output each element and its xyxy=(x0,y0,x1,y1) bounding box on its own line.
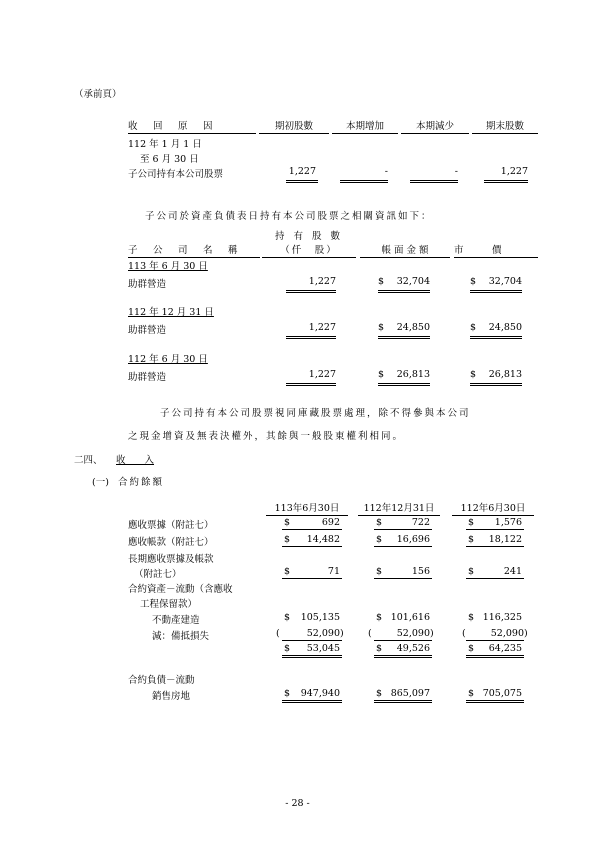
t3-cell: 116,325 xyxy=(482,612,522,623)
paragraph-line-1: 子公司持有本公司股票視同庫藏股票處理，除不得參與本公司 xyxy=(160,408,471,419)
t3-rule xyxy=(466,529,524,530)
t3-cell: 156 xyxy=(411,566,430,577)
t3-dollar: $ xyxy=(376,643,383,654)
t2-shares-value: 1,227 xyxy=(308,322,336,333)
t3-cell: 105,135 xyxy=(300,612,340,623)
t3-rule xyxy=(282,529,342,530)
t3-cell: 71 xyxy=(327,566,340,577)
page-number: - 28 - xyxy=(285,798,310,809)
t3-cell: 14,482 xyxy=(306,534,340,545)
subsection-title: 合約餘額 xyxy=(118,477,165,488)
t3-rule xyxy=(466,640,524,641)
t3-cell: 722 xyxy=(411,517,430,528)
t2-book-underline xyxy=(378,290,430,293)
t3-dollar: $ xyxy=(284,643,291,654)
t1-header-increase: 本期增加 xyxy=(332,118,398,134)
t3-rule xyxy=(374,640,432,641)
t3-row-label: 減：備抵損失 xyxy=(152,631,210,642)
t3-col-header: 112年12月31日 xyxy=(358,500,440,516)
t3-cell: 53,045 xyxy=(306,643,340,654)
t3-dollar: $ xyxy=(376,534,383,545)
t2-book-value: 24,850 xyxy=(396,322,430,333)
t2-group-date: 112 年 6 月 30 日 xyxy=(128,354,208,365)
t3-dollar: $ xyxy=(284,566,291,577)
paragraph-line-2: 之現金增資及無表決權外，其餘與一般股東權利相同。 xyxy=(128,431,405,442)
t1-increase-underline xyxy=(340,180,388,183)
t2-group-name: 助群營造 xyxy=(128,279,167,290)
t2-header-book: 帳 面 金 額 xyxy=(360,242,450,258)
t3-cell: 1,576 xyxy=(494,517,522,528)
t3-cell: 16,696 xyxy=(396,534,430,545)
t3-dollar: $ xyxy=(284,534,291,545)
t2-book-dollar: $ xyxy=(378,276,385,287)
t3-paren-close: ) xyxy=(430,628,434,639)
t3-paren-open: ( xyxy=(368,628,372,639)
t3-row-label: 不動產建造 xyxy=(152,615,200,626)
t3-cell: 241 xyxy=(503,566,522,577)
t3-dollar: $ xyxy=(376,566,383,577)
t1-decrease-value: - xyxy=(454,166,458,177)
t3-dollar: $ xyxy=(468,517,475,528)
t2-market-value: 24,850 xyxy=(488,322,522,333)
t3-cell: 52,090 xyxy=(306,628,340,639)
t3-cell: 101,616 xyxy=(390,612,430,623)
t2-shares-underline xyxy=(286,290,336,293)
t2-market-dollar: $ xyxy=(470,322,477,333)
t3-rule xyxy=(466,546,524,547)
t1-header-reason: 收 回 原 因 xyxy=(128,118,256,134)
section-title: 收 入 xyxy=(116,455,155,466)
t2-book-value: 26,813 xyxy=(396,369,430,380)
t2-group-name: 助群營造 xyxy=(128,325,167,336)
t3-double-rule xyxy=(374,700,432,703)
t3-paren-close: ) xyxy=(340,628,344,639)
t3-rule xyxy=(282,546,342,547)
t3-row-label: （附註七） xyxy=(134,569,182,580)
t1-open-value: 1,227 xyxy=(288,166,316,177)
t2-group-date: 113 年 6 月 30 日 xyxy=(128,261,208,272)
t3-double-rule xyxy=(466,700,524,703)
t2-market-value: 26,813 xyxy=(488,369,522,380)
t3-cell: 64,235 xyxy=(488,643,522,654)
t3-col-header: 112年6月30日 xyxy=(452,500,534,516)
t3-double-rule xyxy=(466,655,524,658)
t3-double-rule xyxy=(282,655,342,658)
t2-shares-underline xyxy=(286,336,336,339)
t1-open-underline xyxy=(286,180,318,183)
t3-cell: 52,090 xyxy=(396,628,430,639)
t2-shares-value: 1,227 xyxy=(308,276,336,287)
t3-rule xyxy=(374,529,432,530)
t3-col-header: 113年6月30日 xyxy=(266,500,348,516)
t2-book-dollar: $ xyxy=(378,322,385,333)
t3-dollar: $ xyxy=(284,517,291,528)
subsection-number: (一) xyxy=(92,477,109,488)
t1-increase-value: - xyxy=(384,166,388,177)
t3-paren-close: ) xyxy=(524,628,528,639)
t2-book-value: 32,704 xyxy=(396,276,430,287)
t3-row-label: 工程保留款） xyxy=(140,599,198,610)
t3-rule xyxy=(374,578,432,579)
t1-header-open: 期初股數 xyxy=(259,118,329,134)
t2-header-shares: （仟 股） xyxy=(262,242,356,258)
t3-dollar: $ xyxy=(284,688,291,699)
t3-rule xyxy=(466,578,524,579)
section-number: 二四、 xyxy=(74,455,103,466)
intro-text: 子公司於資產負債表日持有本公司股票之相關資訊如下： xyxy=(145,211,433,222)
t3-dollar: $ xyxy=(376,517,383,528)
t1-header-decrease: 本期減少 xyxy=(401,118,469,134)
t2-group-name: 助群營造 xyxy=(128,372,167,383)
t3-rule xyxy=(374,546,432,547)
t3-cell: 18,122 xyxy=(488,534,522,545)
t2-header-name: 子 公 司 名 稱 xyxy=(128,242,260,258)
t3-row-label: 合約負債－流動 xyxy=(128,675,195,686)
t2-book-underline xyxy=(378,383,430,386)
t1-close-underline xyxy=(484,180,528,183)
t3-double-rule xyxy=(282,700,342,703)
t3-row-label: 應收票據（附註七） xyxy=(128,520,214,531)
t3-dollar: $ xyxy=(468,643,475,654)
t3-paren-open: ( xyxy=(276,628,280,639)
t3-double-rule xyxy=(374,655,432,658)
t2-market-dollar: $ xyxy=(470,276,477,287)
t3-rule xyxy=(282,640,342,641)
t1-close-value: 1,227 xyxy=(500,166,528,177)
t3-dollar: $ xyxy=(468,566,475,577)
t3-dollar: $ xyxy=(376,612,383,623)
t2-shares-underline xyxy=(286,383,336,386)
t2-header-market: 市 價 xyxy=(454,242,538,258)
t3-cell: 49,526 xyxy=(396,643,430,654)
continued-label: （承前頁） xyxy=(74,89,122,100)
t3-dollar: $ xyxy=(468,688,475,699)
t2-header-top: 持 有 股 數 xyxy=(274,231,344,242)
t3-dollar: $ xyxy=(468,534,475,545)
t2-market-underline xyxy=(470,383,522,386)
t3-cell: 947,940 xyxy=(300,688,340,699)
t3-dollar: $ xyxy=(284,612,291,623)
t2-market-value: 32,704 xyxy=(488,276,522,287)
t2-book-underline xyxy=(378,336,430,339)
t3-row-label: 合約資產－流動（含應收 xyxy=(128,584,233,595)
t2-group-date: 112 年 12 月 31 日 xyxy=(128,307,214,318)
t3-row-label: 應收帳款（附註七） xyxy=(128,537,214,548)
t2-market-underline xyxy=(470,290,522,293)
t2-book-dollar: $ xyxy=(378,369,385,380)
t2-shares-value: 1,227 xyxy=(308,369,336,380)
t1-row-label: 子公司持有本公司股票 xyxy=(128,169,224,180)
t3-dollar: $ xyxy=(468,612,475,623)
t1-period-from: 112 年 1 月 1 日 xyxy=(128,139,202,150)
t1-period-to: 至 6 月 30 日 xyxy=(140,154,199,165)
t3-cell: 865,097 xyxy=(390,688,430,699)
t3-dollar: $ xyxy=(376,688,383,699)
t3-row-label: 長期應收票據及帳款 xyxy=(128,554,214,565)
t1-decrease-underline xyxy=(410,180,458,183)
t3-cell: 52,090 xyxy=(490,628,524,639)
t1-header-close: 期末股數 xyxy=(472,118,538,134)
t3-cell: 692 xyxy=(321,517,340,528)
t2-market-dollar: $ xyxy=(470,369,477,380)
t3-rule xyxy=(282,578,342,579)
t2-market-underline xyxy=(470,336,522,339)
t3-row-label: 銷售房地 xyxy=(152,691,191,702)
t3-cell: 705,075 xyxy=(482,688,522,699)
t3-paren-open: ( xyxy=(462,628,466,639)
